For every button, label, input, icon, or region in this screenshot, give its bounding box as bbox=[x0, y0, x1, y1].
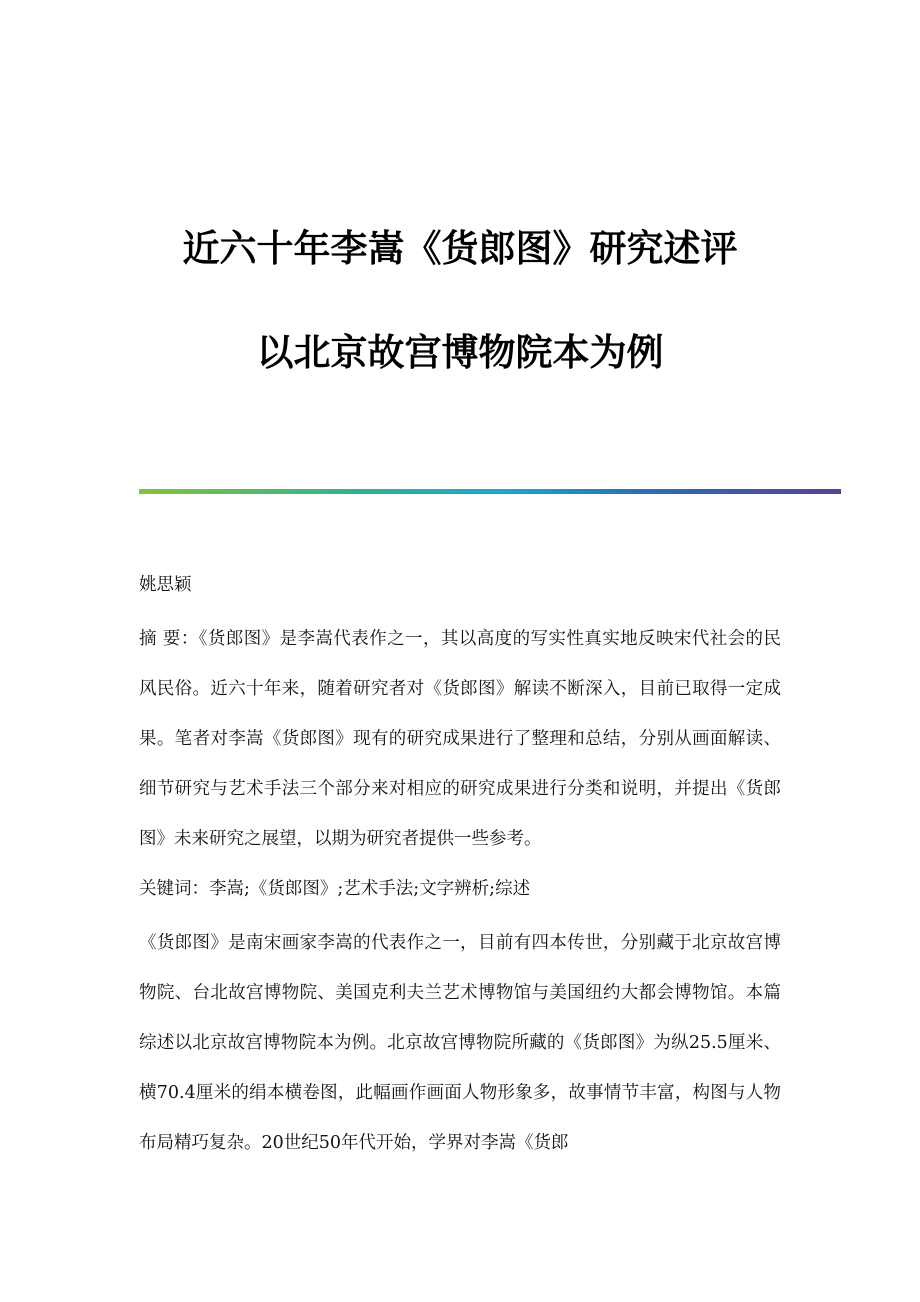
gradient-divider bbox=[139, 489, 841, 494]
document-title: 近六十年李嵩《货郎图》研究述评 bbox=[182, 227, 738, 270]
abstract-label: 摘 要： bbox=[139, 629, 199, 649]
author-name: 姚思颖 bbox=[139, 575, 192, 595]
abstract-text: 《货郎图》是李嵩代表作之一，其以高度的写实性真实地反映宋代社会的民风民俗。近六十年来，随着研究者对《货郎图》解读不断深入，目前已取得一定成果。笔者对李嵩《货郎图》现有的研究成果进行了整理和总结，分别从画面解读、细节研究与艺术手法三个部分来对相应的研究成果进行分类和说明，并提出《货郎图》未来研究之展望，以期为研究者提供一些参考。 bbox=[139, 629, 781, 849]
document-subtitle: 以北京故宫博物院本为例 bbox=[256, 331, 664, 374]
keywords-label: 关键词： bbox=[139, 879, 209, 899]
keywords-text: 李嵩;《货郎图》;艺术手法;文字辨析;综述 bbox=[209, 879, 531, 899]
intro-paragraph: 《货郎图》是南宋画家李嵩的代表作之一，目前有四本传世，分别藏于北京故宫博物院、台北故宫博物院、美国克利夫兰艺术博物馆与美国纽约大都会博物馆。本篇综述以北京故宫博物院本为例。北京故宫博物院所藏的《货郎图》为纵25.5厘米、横70.4厘米的绢本横卷图，此幅画作画面人物形象多，故事情节丰富，构图与人物布局精巧复杂。20世纪50年代开始，学界对李嵩《货郎 bbox=[139, 933, 781, 1153]
keywords-line bbox=[139, 864, 781, 914]
abstract-paragraph bbox=[139, 614, 781, 864]
